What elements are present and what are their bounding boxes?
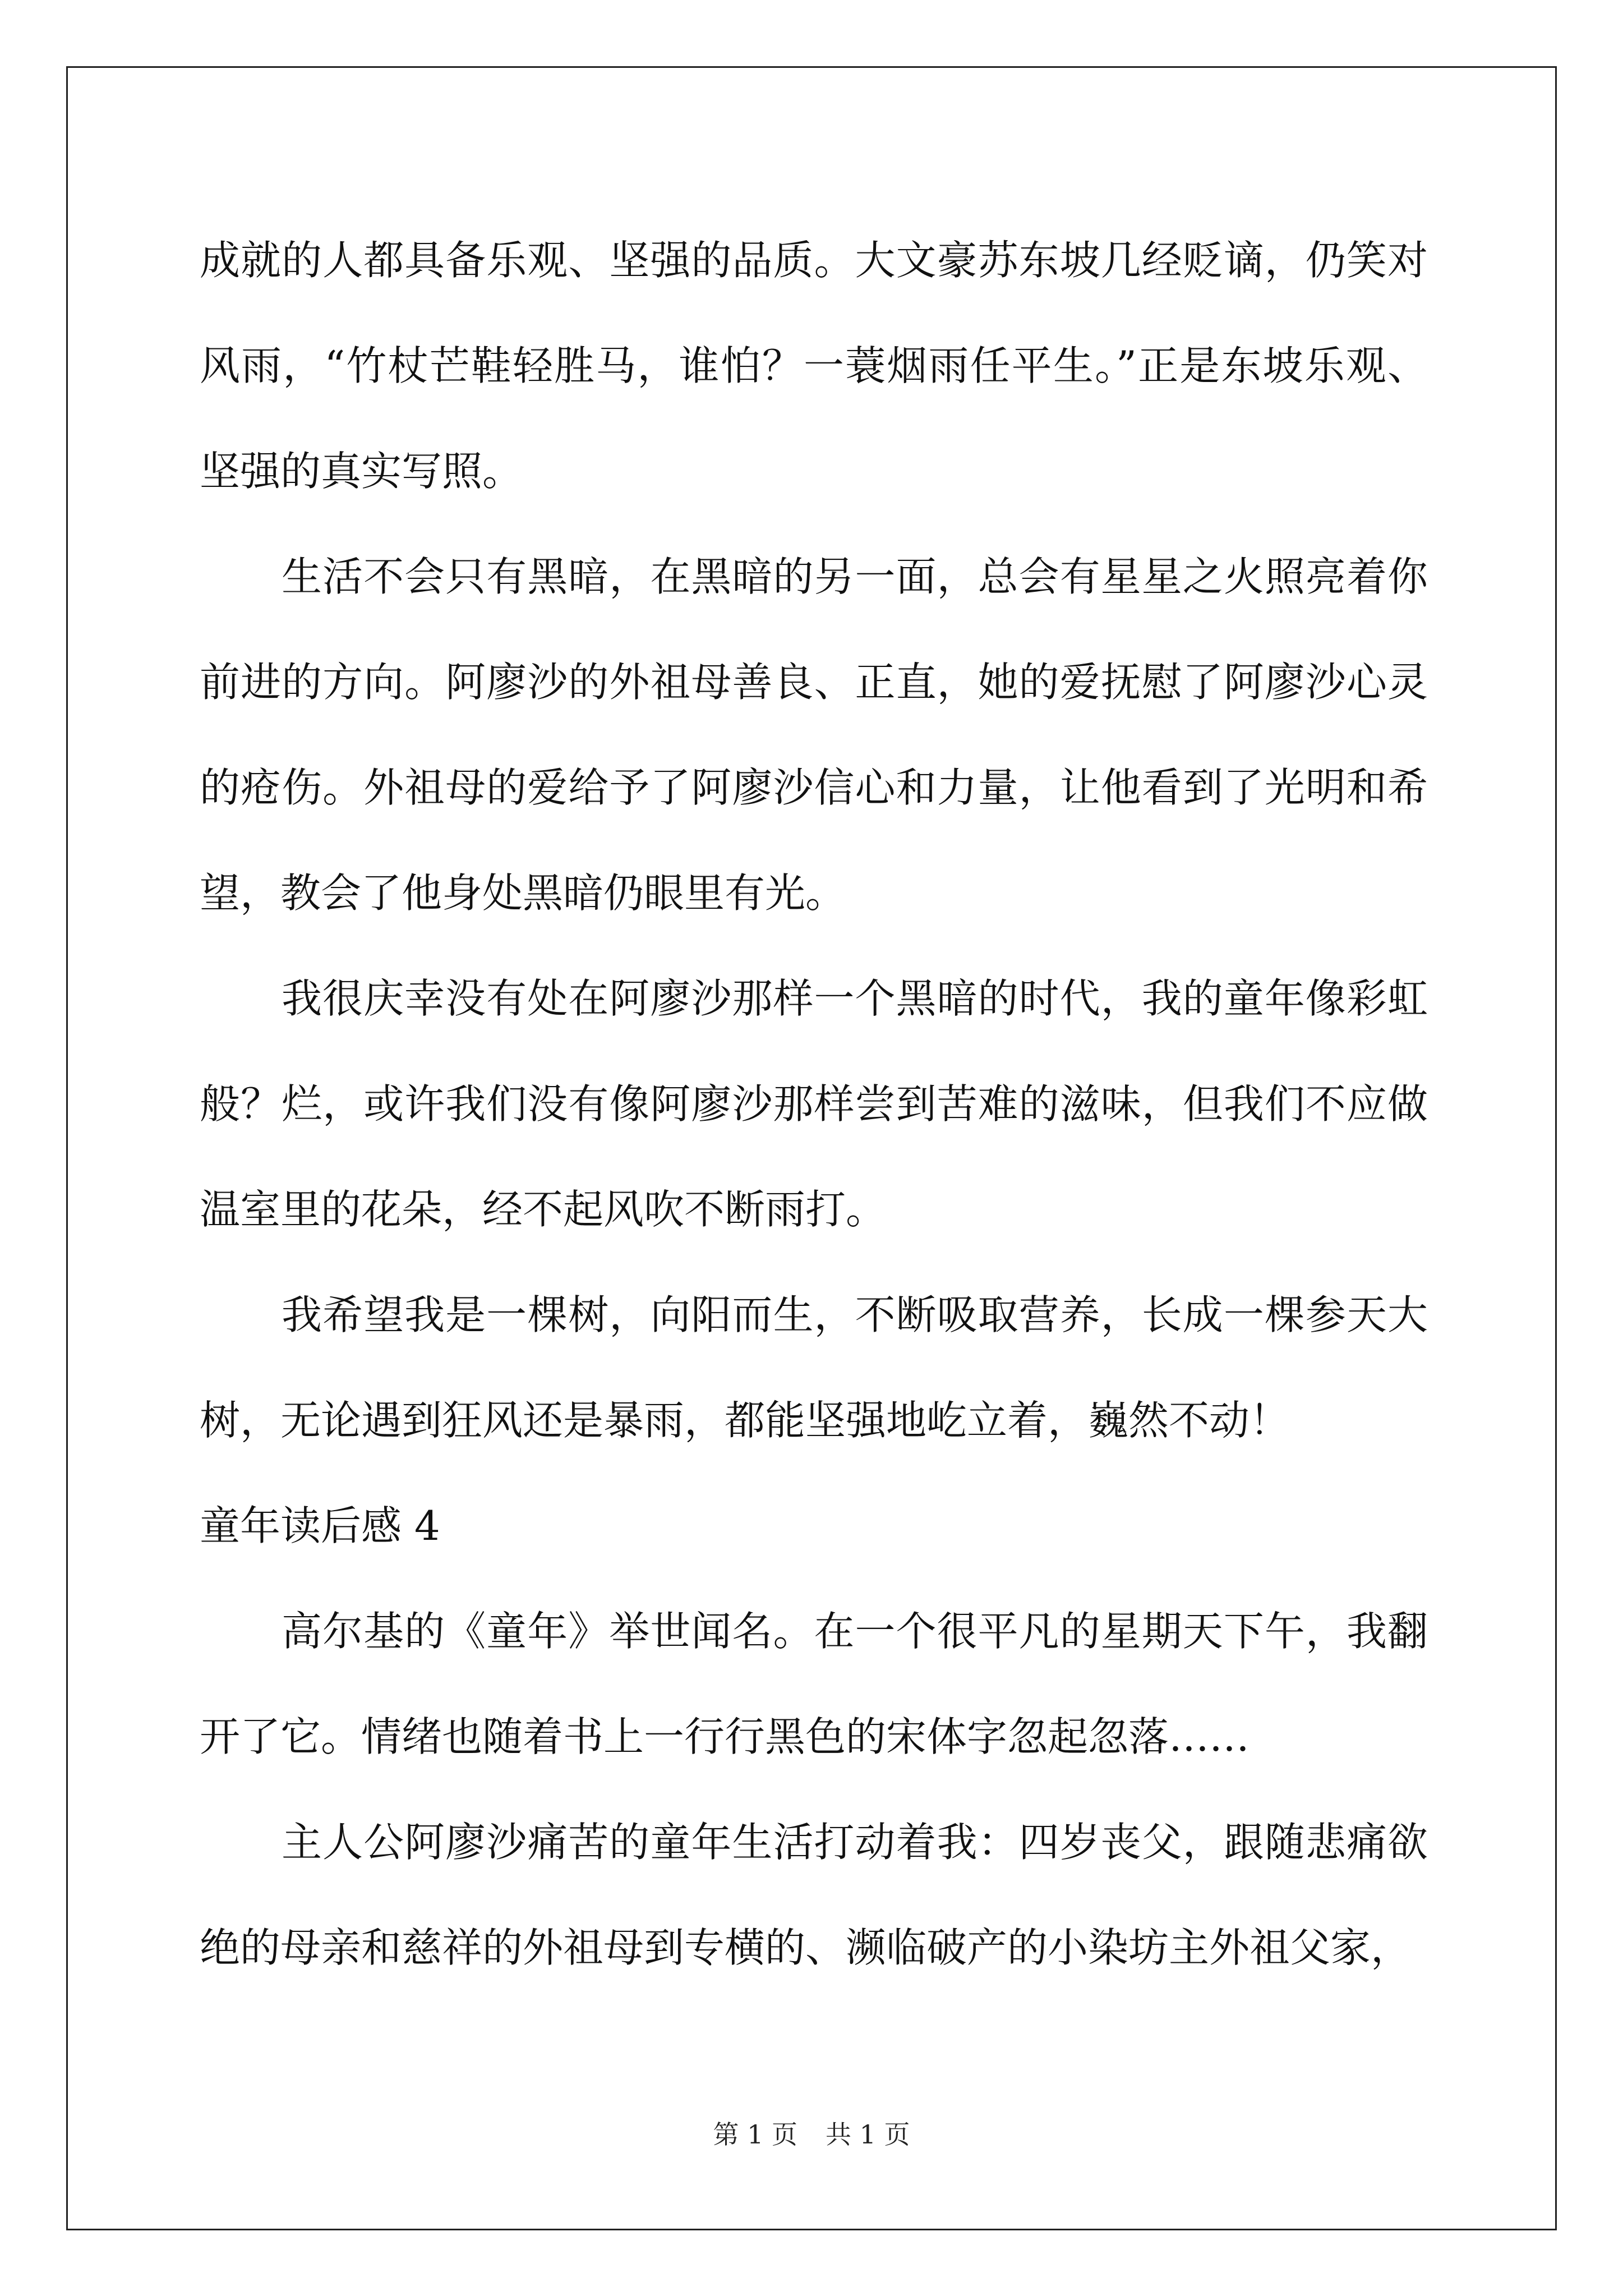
paragraph: 我很庆幸没有处在阿廖沙那样一个黑暗的时代，我的童年像彩虹般？烂，或许我们没有像阿廖沙那样尝到苦难的滋味，但我们不应做温室里的花朵，经不起风吹不断雨打。 xyxy=(200,975,1428,1233)
page-number-total: 共 1 页 xyxy=(826,2119,910,2150)
paragraph: 我希望我是一棵树，向阳而生，不断吸取营养，长成一棵参天大树，无论遇到狂风还是暴雨，都能坚强地屹立着，巍然不动！ xyxy=(200,1291,1428,1444)
page-footer xyxy=(0,2118,1623,2151)
document-body xyxy=(200,208,1428,2000)
section-heading: 童年读后感 4 xyxy=(200,1502,440,1549)
page-number-current: 第 1 页 xyxy=(713,2119,797,2150)
paragraph: 生活不会只有黑暗，在黑暗的另一面，总会有星星之火照亮着你前进的方向。阿廖沙的外祖母善良、正直，她的爱抚慰了阿廖沙心灵的疮伤。外祖母的爱给予了阿廖沙信心和力量，让他看到了光明和希望，教会了他身处黑暗仍眼里有光。 xyxy=(200,553,1428,917)
paragraph: 主人公阿廖沙痛苦的童年生活打动着我：四岁丧父，跟随悲痛欲绝的母亲和慈祥的外祖母到专横的、濒临破产的小染坊主外祖父家， xyxy=(200,1819,1428,1971)
paragraph: 成就的人都具备乐观、坚强的品质。大文豪苏东坡几经贬谪，仍笑对风雨，“竹杖芒鞋轻胜马，谁怕？一蓑烟雨任平生。”正是东坡乐观、坚强的真实写照。 xyxy=(200,237,1428,495)
paragraph: 高尔基的《童年》举世闻名。在一个很平凡的星期天下午，我翻开了它。情绪也随着书上一行行黑色的宋体字忽起忽落…… xyxy=(200,1608,1428,1760)
